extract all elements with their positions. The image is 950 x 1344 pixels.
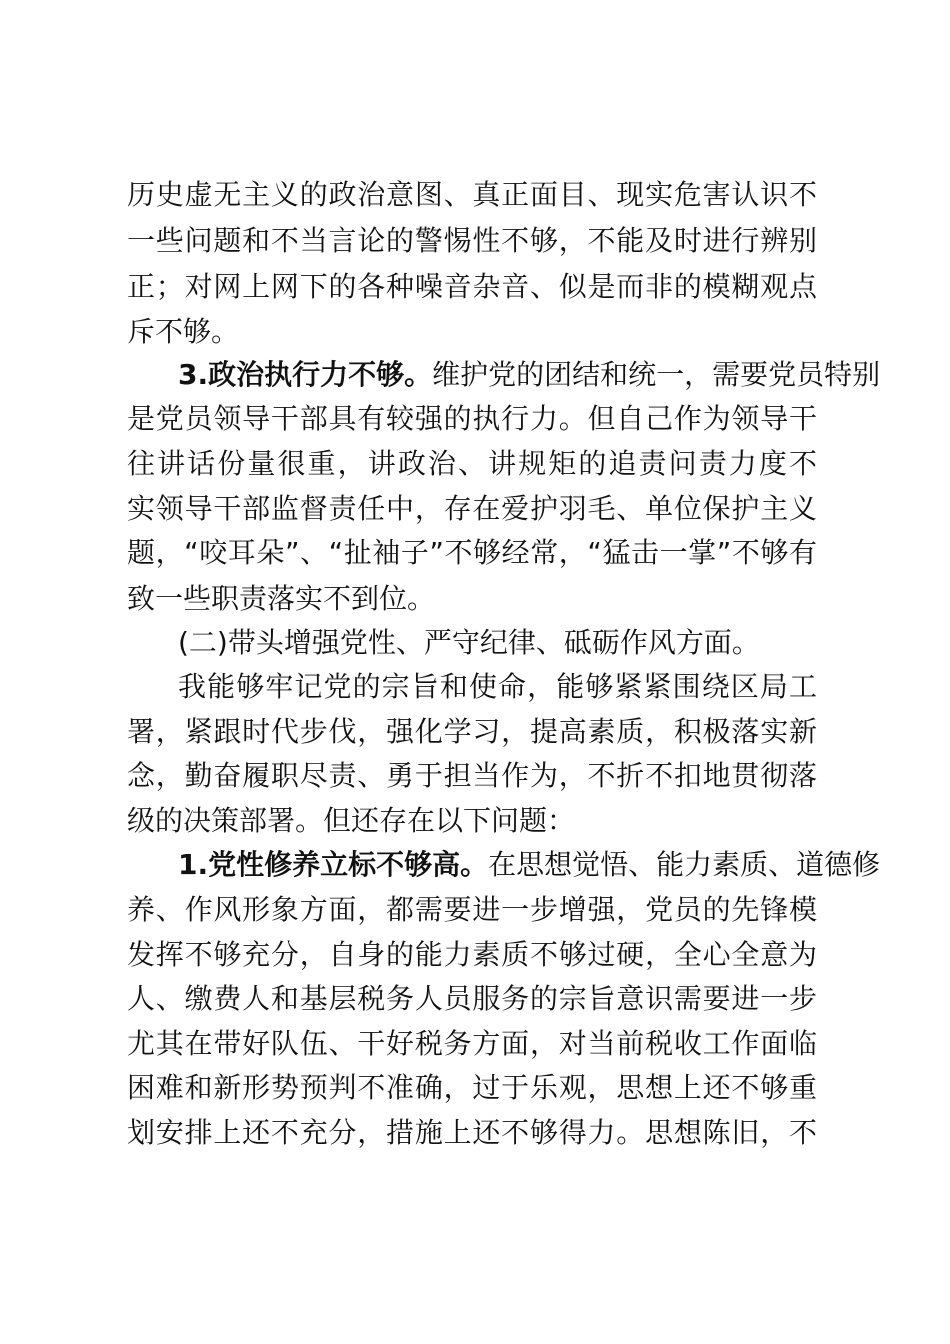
- paragraph-text: 署，紧跟时代步伐，强化学习，提高素质，积极落实新: [127, 715, 817, 748]
- text-line: [0, 396, 950, 442]
- text-line: [0, 352, 950, 398]
- paragraph-text: 一些问题和不当言论的警惕性不够，不能及时进行辨别: [127, 224, 817, 257]
- text-line: [0, 486, 950, 532]
- text-line: [0, 576, 950, 622]
- text-line: [0, 620, 950, 666]
- text-line: [0, 976, 950, 1022]
- paragraph-text: 斥不够。: [127, 315, 240, 348]
- paragraph-text: 念，勤奋履职尽责、勇于担当作为，不折不扣地贯彻落: [127, 759, 817, 792]
- paragraph-first-line: [178, 352, 880, 398]
- paragraph-text: 在思想觉悟、能力素质、道德修: [488, 848, 881, 881]
- text-line: [0, 309, 950, 355]
- paragraph-text: 尤其在带好队伍、干好税务方面，对当前税收工作面临: [127, 1027, 817, 1060]
- paragraph-text: 我能够牢记党的宗旨和使命，能够紧紧围绕区局工: [178, 670, 817, 703]
- paragraph-first-line: [178, 842, 880, 888]
- text-line: [0, 664, 950, 710]
- text-line: [0, 709, 950, 755]
- paragraph-text: 发挥不够充分，自身的能力素质不够过硬，全心全意为: [127, 938, 817, 971]
- text-line: [0, 218, 950, 264]
- paragraph-text: 历史虚无主义的政治意图、真正面目、现实危害认识不: [127, 178, 817, 211]
- text-line: [0, 172, 950, 218]
- paragraph-text: 是党员领导干部具有较强的执行力。但自己作为领导干: [127, 402, 817, 435]
- paragraph-text: 正；对网上网下的各种噪音杂音、似是而非的模糊观点: [127, 270, 817, 303]
- text-line: [0, 932, 950, 978]
- text-line: [0, 1065, 950, 1111]
- paragraph-text: 划安排上还不充分，措施上还不够得力。思想陈旧，不: [127, 1116, 817, 1149]
- paragraph-text: 养、作风形象方面，都需要进一步增强，党员的先锋模: [127, 893, 817, 926]
- text-line: [0, 441, 950, 487]
- text-line: [0, 1110, 950, 1156]
- paragraph-text: 级的决策部署。但还存在以下问题：: [127, 804, 576, 837]
- text-line: [0, 753, 950, 799]
- paragraph-text: 困难和新形势预判不准确，过于乐观，思想上还不够重: [127, 1071, 817, 1104]
- paragraph-text: 实领导干部监督责任中，存在爱护羽毛、单位保护主义: [127, 492, 817, 525]
- paragraph-text: 往讲话份量很重，讲政治、讲规矩的追责问责力度不: [127, 447, 817, 480]
- text-line: [0, 264, 950, 310]
- section-subheading: (二)带头增强党性、严守纪律、砥砺作风方面。: [178, 626, 760, 659]
- text-line: [0, 887, 950, 933]
- section-heading: 3.政治执行力不够。: [178, 358, 433, 391]
- text-line: [0, 842, 950, 888]
- section-heading: 1.党性修养立标不够高。: [178, 848, 489, 881]
- paragraph-text: 致一些职责落实不到位。: [127, 582, 436, 615]
- text-line: [0, 1021, 950, 1067]
- paragraph-text: 题，“咬耳朵”、“扯袖子”不够经常，“猛击一掌”不够有: [127, 536, 817, 569]
- text-line: [0, 530, 950, 576]
- paragraph-text: 维护党的团结和统一，需要党员特别: [432, 358, 881, 391]
- text-line: [0, 798, 950, 844]
- paragraph-text: 人、缴费人和基层税务人员服务的宗旨意识需要进一步: [127, 982, 817, 1015]
